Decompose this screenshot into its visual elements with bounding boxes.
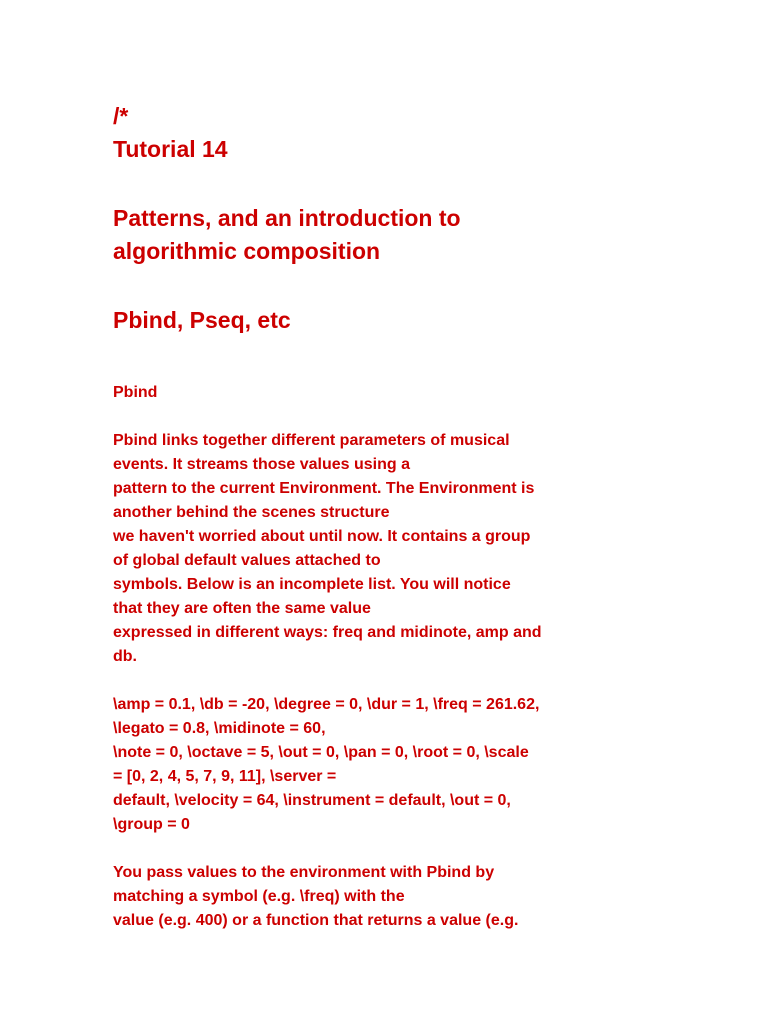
text-line: that they are often the same value — [113, 600, 371, 617]
text-line: \amp = 0.1, \db = -20, \degree = 0, \dur = 1, \freq = 261.62, — [113, 696, 540, 713]
text-line: default, \velocity = 64, \instrument = default, \out = 0, — [113, 792, 511, 809]
text-line: pattern to the current Environment. The Environment is — [113, 480, 535, 497]
document-content — [113, 100, 658, 933]
text-line: matching a symbol (e.g. \freq) with the — [113, 888, 405, 905]
text-line: expressed in different ways: freq and midinote, amp and — [113, 624, 542, 641]
text-line: another behind the scenes structure — [113, 504, 390, 521]
text-line: events. It streams those values using a — [113, 456, 411, 473]
text-line: \note = 0, \octave = 5, \out = 0, \pan = 0, \root = 0, \scale — [113, 744, 529, 761]
text-line: = [0, 2, 4, 5, 7, 9, 11], \server = — [113, 768, 337, 785]
paragraph-default-values — [113, 693, 658, 837]
text-line: value (e.g. 400) or a function that returns a value (e.g. — [113, 912, 519, 929]
subtitle — [113, 202, 658, 268]
text-line: db. — [113, 648, 137, 665]
text-line: You pass values to the environment with Pbind by — [113, 864, 495, 881]
paragraph-pbind-intro — [113, 429, 658, 669]
text-line: we haven't worried about until now. It contains a group — [113, 528, 531, 545]
text-line: symbols. Below is an incomplete list. You will notice — [113, 576, 511, 593]
subtitle-line: Patterns, and an introduction to — [113, 205, 461, 231]
text-line: of global default values attached to — [113, 552, 381, 569]
subtitle-line: algorithmic composition — [113, 238, 381, 264]
paragraph-passing-values — [113, 861, 658, 933]
text-line: \legato = 0.8, \midinote = 60, — [113, 720, 326, 737]
text-line: Pbind links together different parameters of musical — [113, 432, 510, 449]
section-label-pbind: Pbind — [113, 384, 158, 401]
tutorial-title: Tutorial 14 — [113, 136, 228, 162]
comment-marker: /* — [113, 103, 129, 129]
topic-heading: Pbind, Pseq, etc — [113, 307, 291, 333]
text-line: \group = 0 — [113, 816, 190, 833]
